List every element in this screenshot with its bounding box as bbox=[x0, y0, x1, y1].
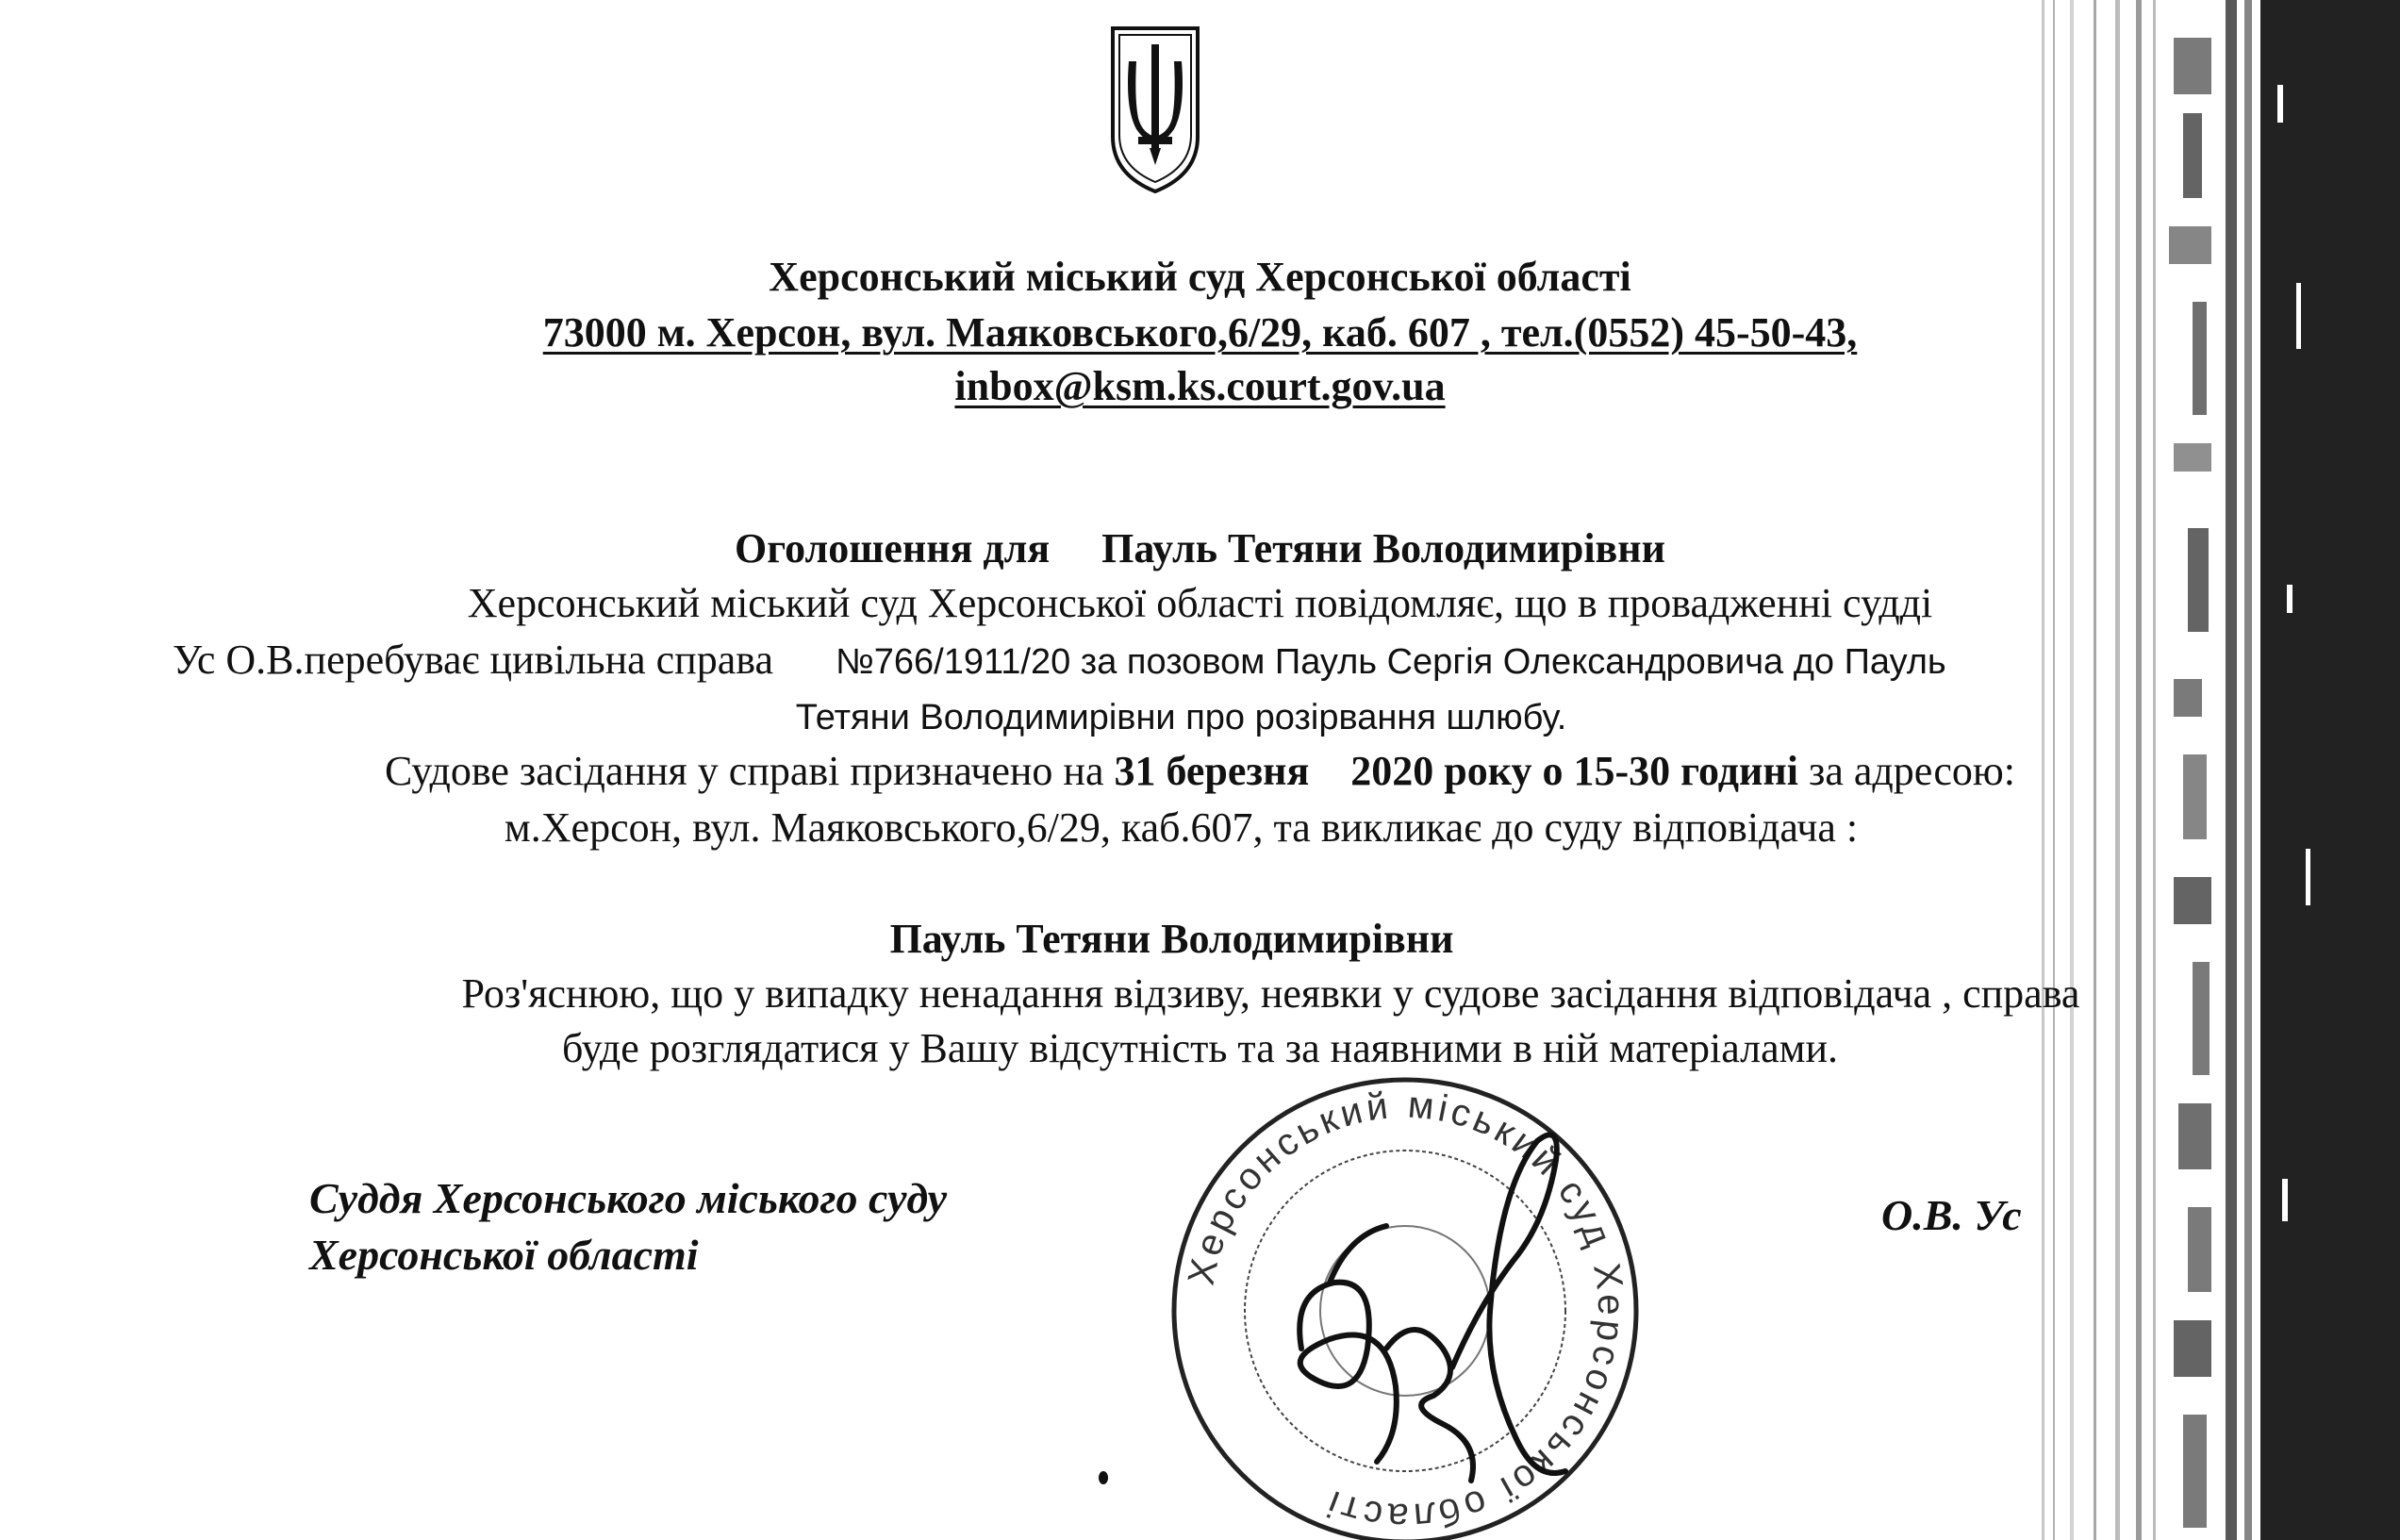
court-name: Херсонський міський суд Херсонської області bbox=[769, 254, 1631, 300]
notice-paragraph-line-2 bbox=[173, 639, 2247, 681]
hearing-prefix: Судове засідання у справі призначено на bbox=[384, 748, 1104, 794]
hearing-time: 2020 року о 15-30 годині bbox=[1350, 748, 1798, 794]
respondent-name: Пауль Тетяни Володимирівни bbox=[889, 916, 1454, 962]
court-email-link[interactable]: inbox@ksm.ks.court.gov.ua bbox=[954, 363, 1446, 409]
notice-title bbox=[0, 525, 2400, 571]
trident-emblem-icon bbox=[1108, 24, 1202, 193]
notice-title-name: Пауль Тетяни Володимирівни bbox=[1101, 525, 1666, 571]
judge-position-line-1: Суддя Херсонського міського суду bbox=[309, 1174, 947, 1222]
notice-paragraph-line-3: Тетяни Володимирівни про розірвання шлюбу. bbox=[795, 698, 1567, 737]
court-address: 73000 м. Херсон, вул. Маяковського,6/29, каб. 607 , тел.(0552) 45-50-43, bbox=[542, 309, 1858, 356]
case-number-text: №766/1911/20 за позовом Пауль Сергія Олександровича до Пауль bbox=[835, 642, 1946, 682]
judge-case-text: Ус О.В.перебуває цивільна справа bbox=[173, 637, 773, 683]
explanation-line-2: буде розглядатися у Вашу відсутність та за наявними в ній матеріалами. bbox=[561, 1025, 1839, 1071]
notice-title-prefix: Оголошення для bbox=[734, 525, 1051, 571]
explanation-line-1: Роз'яснюю, що у випадку ненадання відзиву, неявки у судове засідання відповідача , справа bbox=[461, 970, 2080, 1017]
judge-name: О.В. Ус bbox=[1881, 1191, 2022, 1239]
hearing-line bbox=[0, 748, 2400, 794]
judge-position-line-2: Херсонської області bbox=[309, 1231, 699, 1279]
notice-paragraph-line-1: Херсонський міський суд Херсонської області повідомляє, що в провадженні судді bbox=[467, 580, 1933, 626]
seal-ring-text: Херсонський міський суд Херсонської області bbox=[1180, 1084, 1632, 1538]
handwritten-signature-icon bbox=[1299, 1134, 1565, 1481]
court-seal-icon bbox=[1160, 1066, 1650, 1540]
hearing-suffix: за адресою: bbox=[1808, 748, 2016, 794]
hearing-address: м.Херсон, вул. Маяковського,6/29, каб.607, та викликає до суду відповідача : bbox=[504, 804, 1859, 851]
ink-dot bbox=[1099, 1471, 1108, 1484]
hearing-date: 31 березня bbox=[1114, 748, 1310, 794]
